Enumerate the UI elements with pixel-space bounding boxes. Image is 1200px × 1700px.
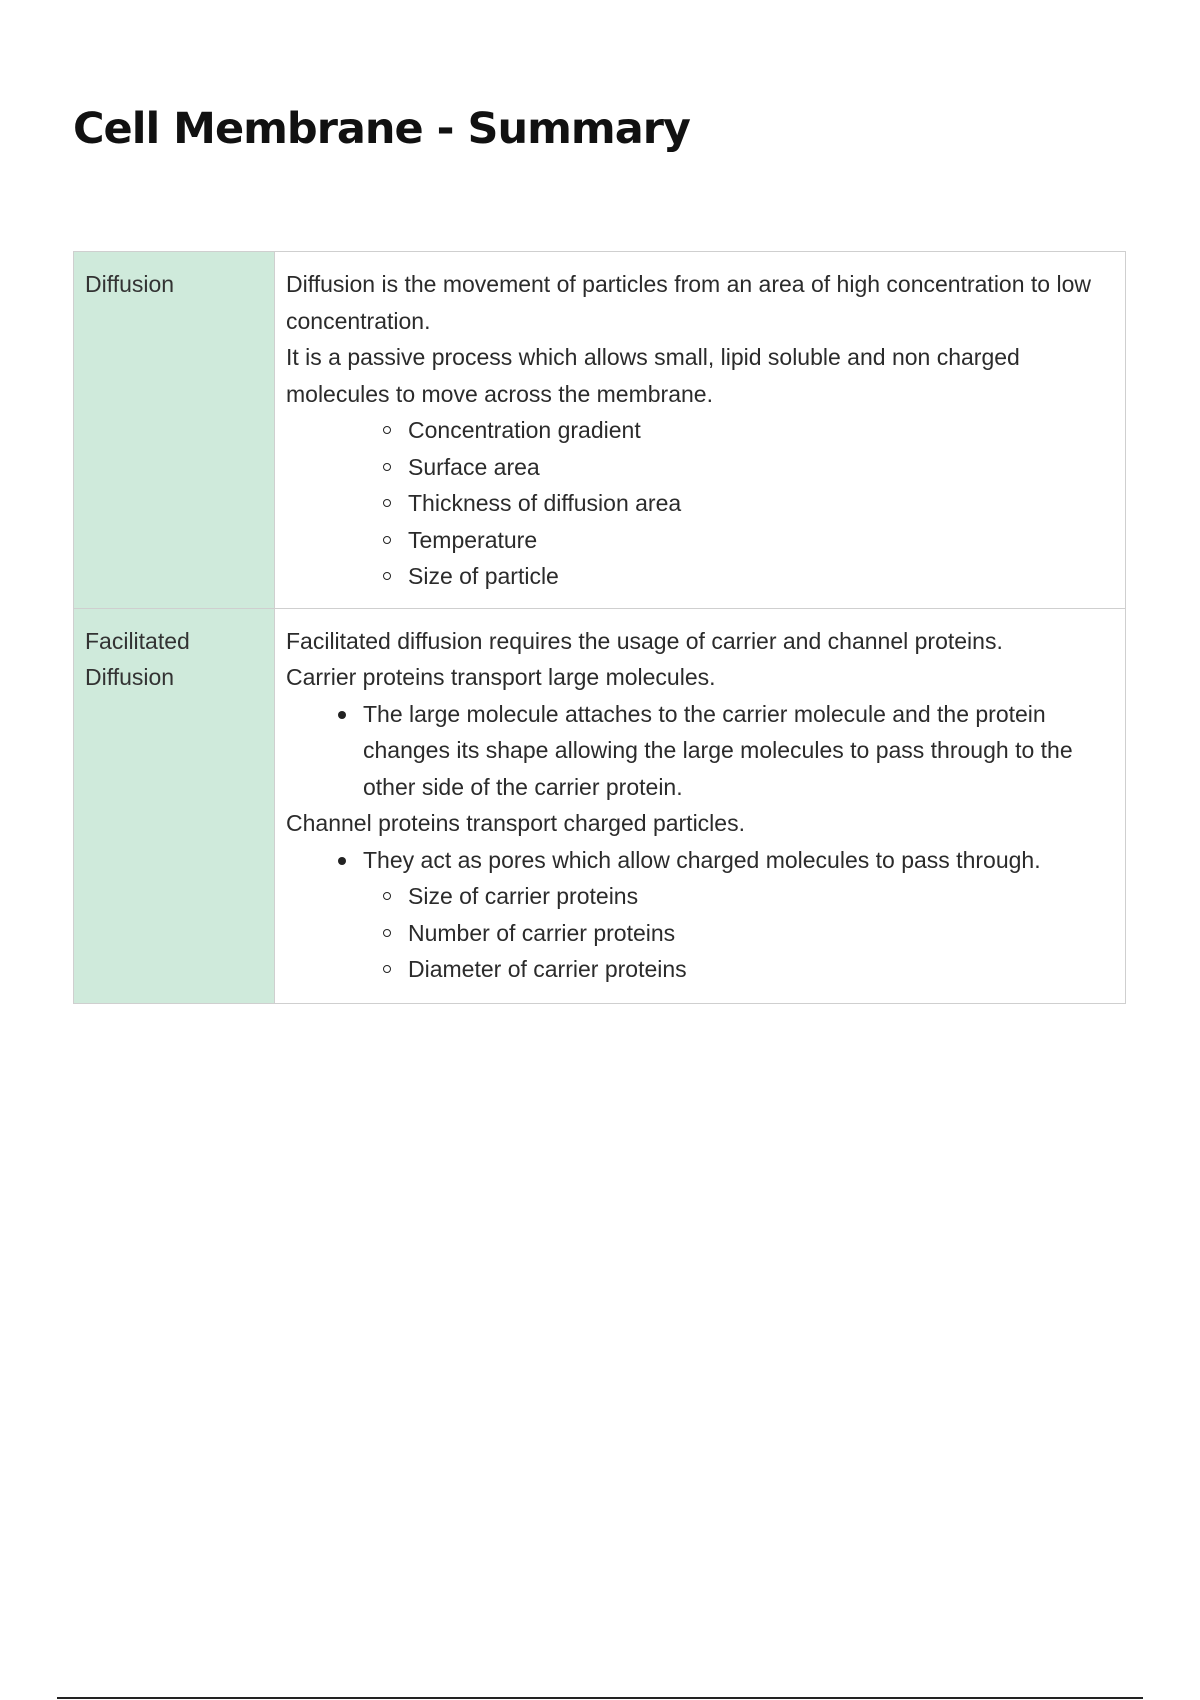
summary-table <box>73 251 1126 1004</box>
list-item: Size of carrier proteins <box>286 878 1113 915</box>
table-row <box>74 252 1126 609</box>
list-item: Diameter of carrier proteins <box>286 951 1113 988</box>
factor-list <box>286 412 1113 595</box>
bullet-list <box>286 696 1113 806</box>
paragraph: Carrier proteins transport large molecules. <box>286 664 716 690</box>
list-item: Surface area <box>286 449 1113 486</box>
definition-cell <box>275 252 1126 609</box>
paragraph: Diffusion is the movement of particles from an area of high concentration to low concentration. <box>286 271 1091 334</box>
factor-list <box>286 878 1113 988</box>
page-title: Cell Membrane - Summary <box>73 104 690 154</box>
paragraph: It is a passive process which allows small, lipid soluble and non charged molecules to move across the membrane. <box>286 344 1020 407</box>
term-cell: Facilitated Diffusion <box>74 608 275 1003</box>
footer-rule <box>57 1697 1143 1699</box>
paragraph: Facilitated diffusion requires the usage of carrier and channel proteins. <box>286 627 1003 654</box>
bullet-list <box>286 842 1113 879</box>
list-item: Size of particle <box>286 558 1113 595</box>
table-row <box>74 608 1126 1003</box>
list-item: Thickness of diffusion area <box>286 485 1113 522</box>
list-item: Temperature <box>286 522 1113 559</box>
list-item: They act as pores which allow charged molecules to pass through. <box>286 842 1113 879</box>
paragraph: Channel proteins transport charged particles. <box>286 810 745 836</box>
list-item: Number of carrier proteins <box>286 915 1113 952</box>
term-cell: Diffusion <box>74 252 275 609</box>
list-item: The large molecule attaches to the carrier molecule and the protein changes its shape allowing the large molecules to pass through to the other side of the carrier protein. <box>286 696 1113 806</box>
list-item: Concentration gradient <box>286 412 1113 449</box>
definition-cell <box>275 608 1126 1003</box>
